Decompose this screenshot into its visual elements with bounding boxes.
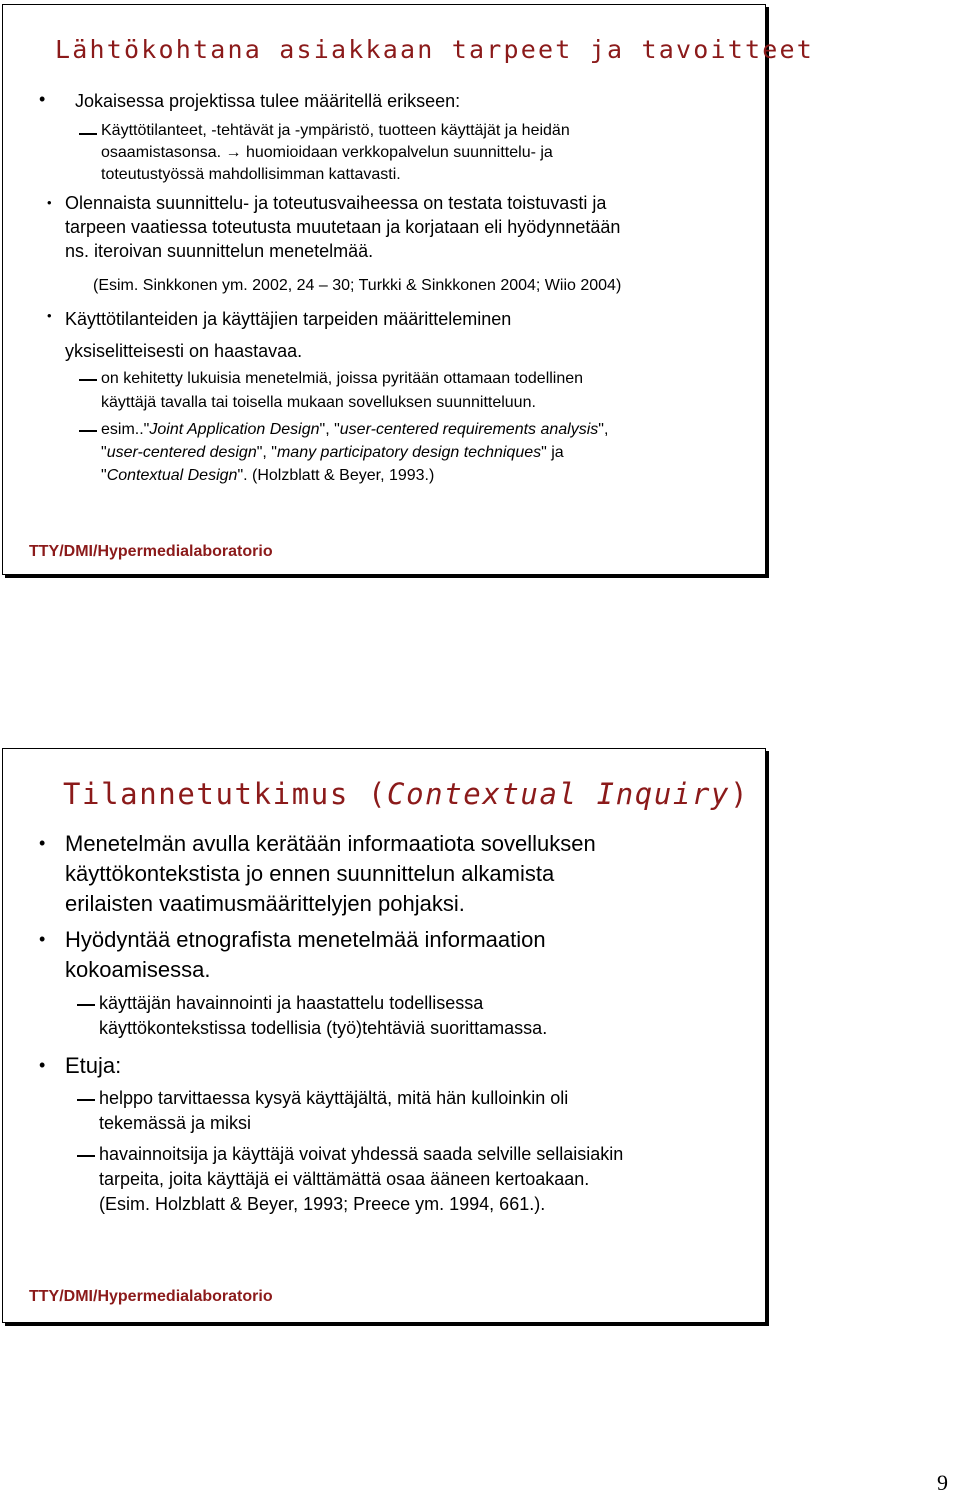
- slide-footer: TTY/DMI/Hypermedialaboratorio: [29, 543, 273, 560]
- sub-bullet-text: helppo tarvittaessa kysyä käyttäjältä, mitä hän kulloinkin oli tekemässä ja miksi: [99, 1088, 569, 1133]
- sub-bullet-text: käyttäjän havainnointi ja haastattelu todellisessa käyttökontekstissa todellisia (työ)tehtäviä suorittamassa.: [99, 993, 548, 1038]
- bullet-dot-icon: •: [39, 1055, 46, 1075]
- bullet-text: Menetelmän avulla kerätään informaatiota sovelluksen käyttökontekstista jo ennen suunnittelun alkamista erilaisten vaatimusmäärittelyjen pohjaksi.: [65, 831, 596, 916]
- bullet-text: Käyttötilanteiden ja käyttäjien tarpeiden määritteleminen yksiselitteisesti on haastavaa.: [65, 309, 512, 361]
- bullet-text: Olennaista suunnittelu- ja toteutusvaiheessa on testata toistuvasti ja tarpeen vaatiessa toteutusta muutetaan ja korjataan eli hyödynnetään ns. iteroivan suunnittelun menetelmää.: [65, 193, 621, 261]
- bullet-dot-icon: •: [47, 308, 52, 323]
- dash-icon: [79, 379, 97, 381]
- page-number: 9: [937, 1470, 948, 1495]
- bullet-text: Jokaisessa projektissa tulee määritellä erikseen:: [75, 91, 461, 111]
- dash-icon: [77, 1155, 95, 1157]
- slide-title: Tilannetutkimus (Contextual Inquiry): [63, 777, 750, 811]
- slide-title: Lähtökohtana asiakkaan tarpeet ja tavoitteet: [55, 35, 815, 64]
- dash-icon: [77, 1004, 95, 1006]
- slide-2: [2, 748, 766, 1323]
- dash-icon: [79, 133, 97, 135]
- bullet-dot-icon: •: [39, 833, 46, 853]
- reference-text: (Esim. Sinkkonen ym. 2002, 24 – 30; Turkki & Sinkkonen 2004; Wiio 2004): [93, 277, 622, 294]
- slide-footer: TTY/DMI/Hypermedialaboratorio: [29, 1288, 273, 1305]
- sub-bullet-text: Käyttötilanteet, -tehtävät ja -ympäristö, tuotteen käyttäjät ja heidän osaamistasonsa. → huomioidaan verkkopalvelun suunnittelu- ja toteutustyössä mahdollisimman kattavasti.: [101, 122, 570, 183]
- bullet-dot-icon: •: [39, 929, 46, 949]
- bullet-dot-icon: •: [47, 195, 52, 210]
- sub-bullet-text: esim.."Joint Application Design", "user-centered requirements analysis", "user-centered design", "many participatory design techniques" ja "Contextual Design". (Holzblatt & Beyer, 1993.): [101, 421, 609, 484]
- sub-bullet-text: havainnoitsija ja käyttäjä voivat yhdessä saada selville sellaisiakin tarpeita, joita käyttäjä ei välttämättä osaa ääneen kertoakaan. (Esim. Holzblatt & Beyer, 1993; Preece ym. 1994, 661.).: [99, 1144, 624, 1214]
- dash-icon: [77, 1099, 95, 1101]
- arrow-right-icon: →: [225, 144, 242, 161]
- slide-1: [2, 4, 815, 575]
- bullet-text: Hyödyntää etnografista menetelmää informaation kokoamisessa.: [65, 927, 546, 982]
- bullet-dot-icon: •: [39, 89, 46, 109]
- dash-icon: [79, 430, 97, 432]
- sub-bullet-text: on kehitetty lukuisia menetelmiä, joissa pyritään ottamaan todellinen käyttäjä tavalla tai toisella mukaan sovelluksen suunnitteluun.: [101, 370, 584, 411]
- bullet-text: Etuja:: [65, 1053, 122, 1078]
